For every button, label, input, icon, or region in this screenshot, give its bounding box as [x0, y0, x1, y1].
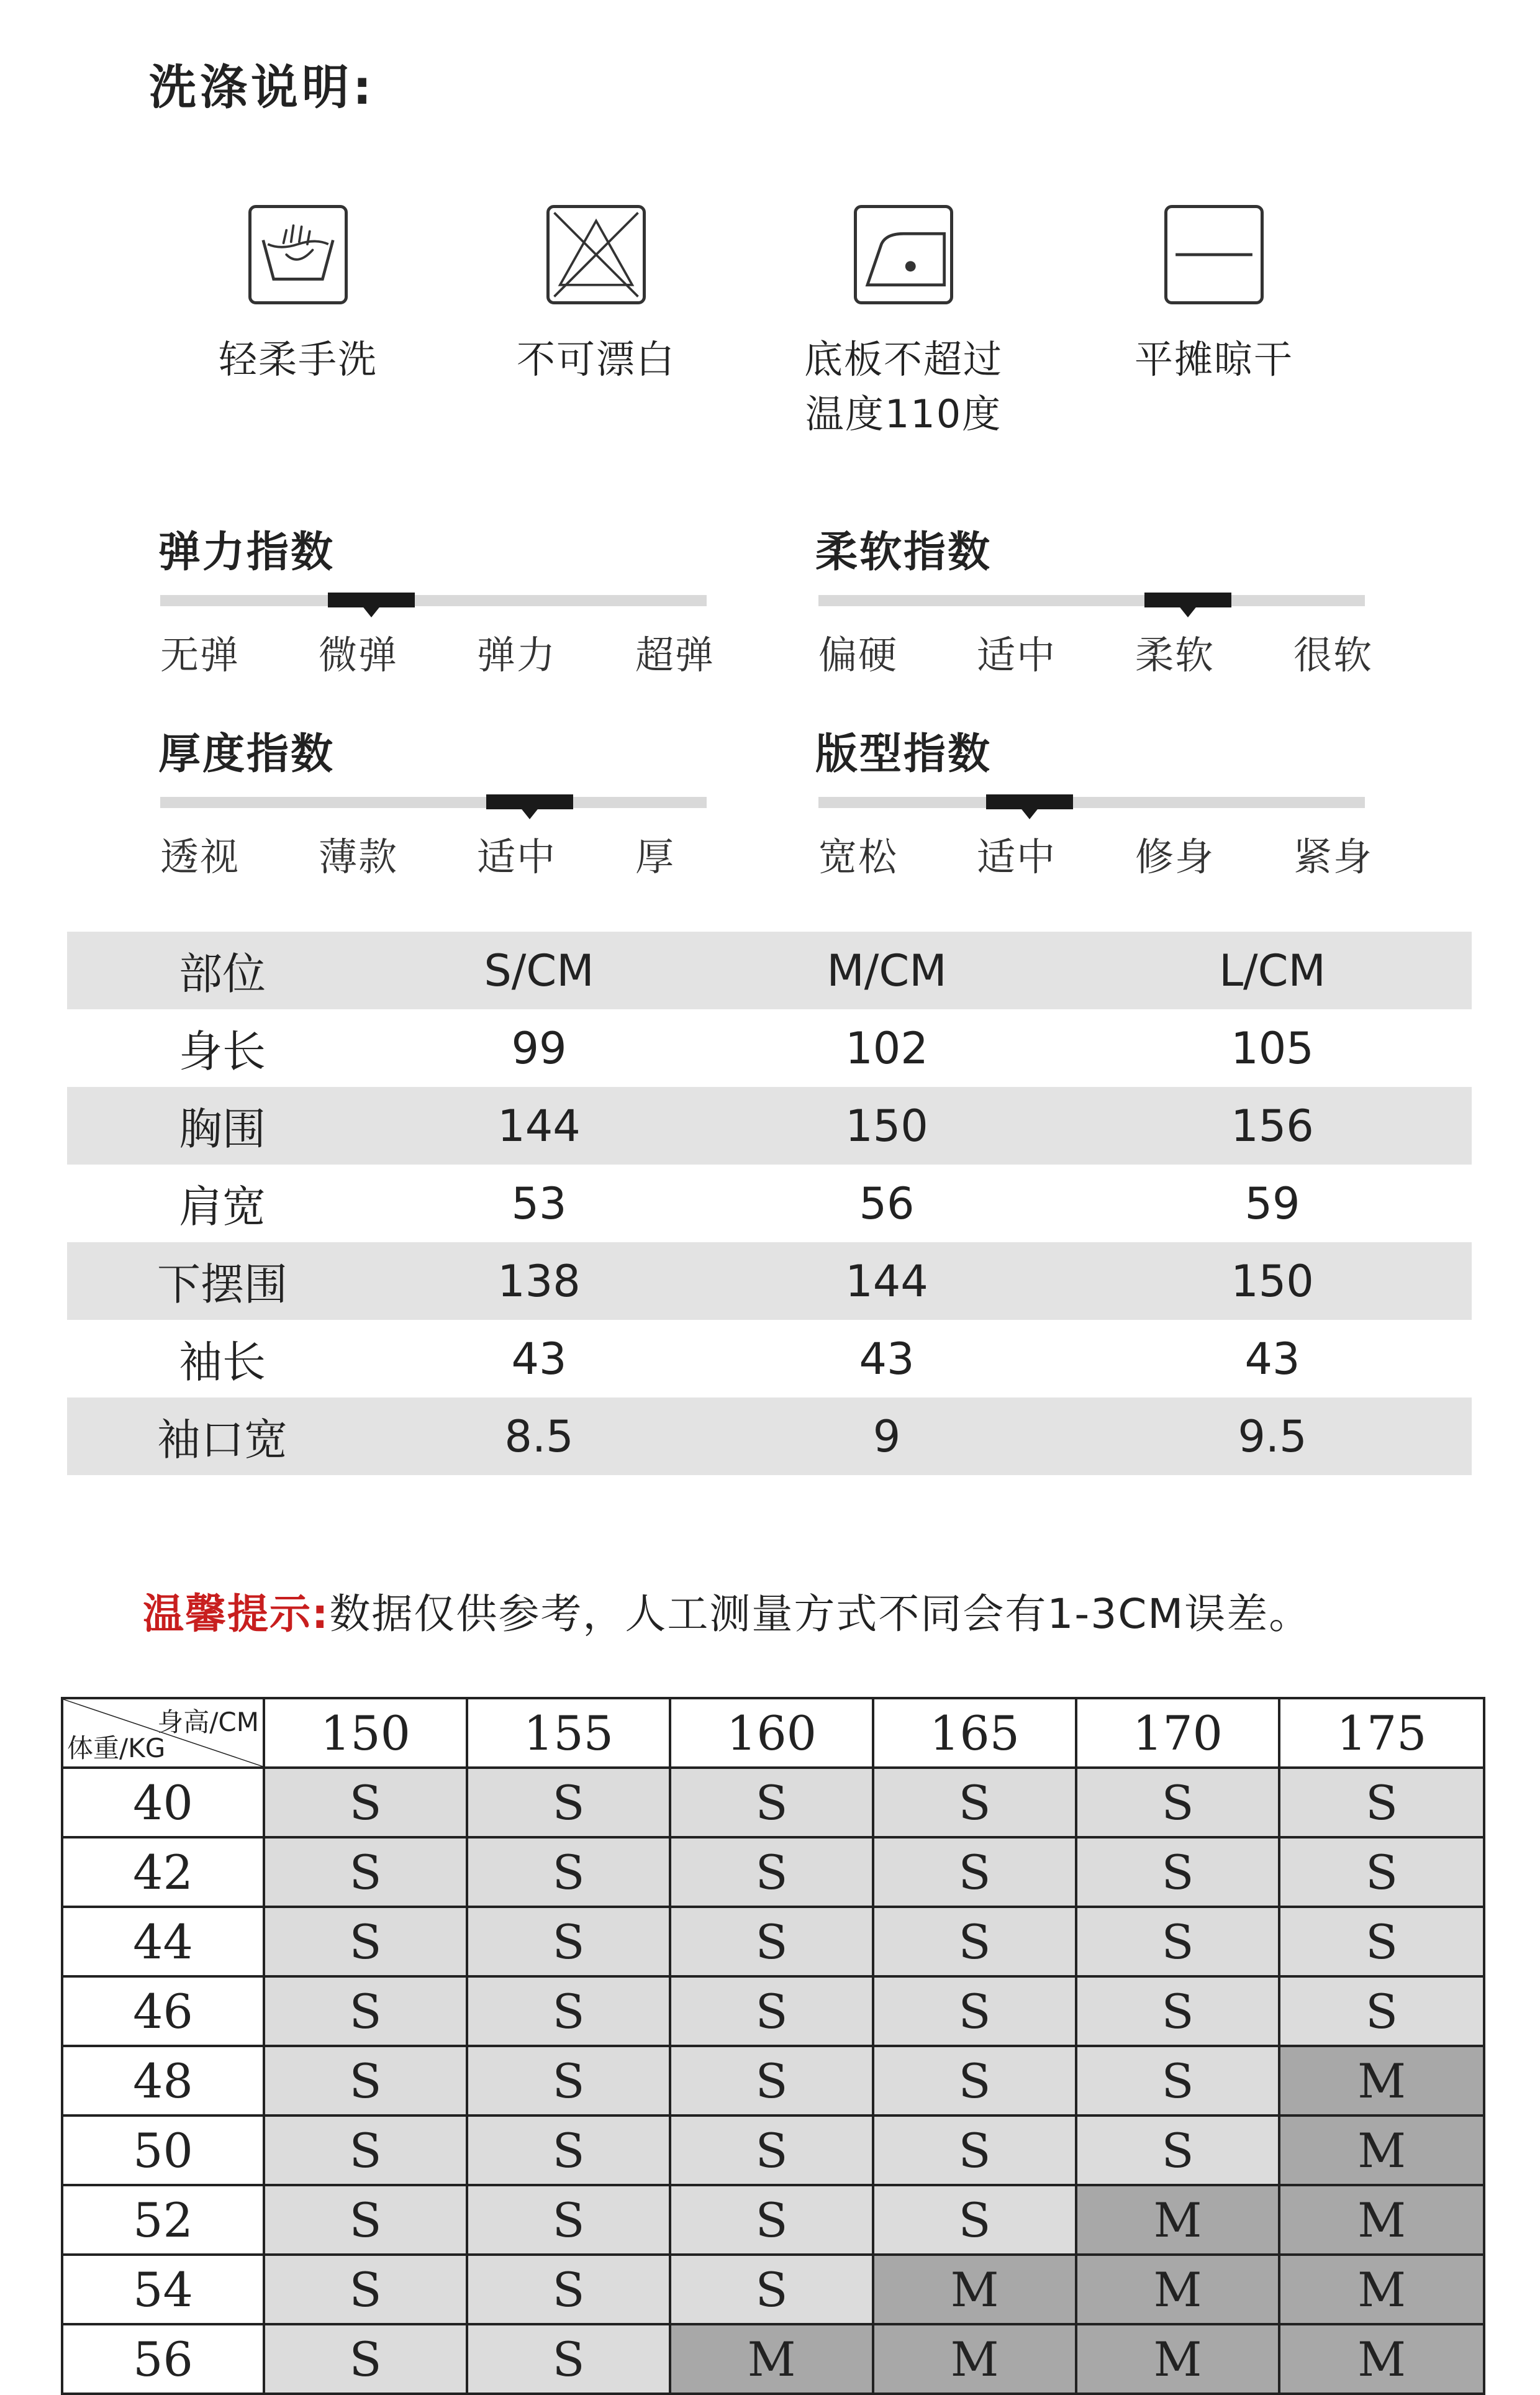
fit-title: 版型指数 — [815, 730, 992, 779]
softness-title: 柔软指数 — [815, 528, 992, 577]
size-cell: S — [873, 2185, 1076, 2255]
size-cell: S — [264, 2324, 467, 2394]
size-table-header — [67, 932, 1472, 1009]
size-cell: S — [264, 1976, 467, 2046]
size-cell: S — [873, 1768, 1076, 1837]
hand-wash-icon — [248, 205, 348, 304]
slider-label: 适中 — [477, 834, 557, 879]
table-row — [62, 2116, 1484, 2185]
slider-label: 超弹 — [635, 632, 715, 678]
height-header: 160 — [670, 1698, 873, 1768]
size-cell: S — [467, 1837, 670, 1907]
slider-marker — [486, 794, 573, 809]
size-cell: S — [670, 2185, 873, 2255]
weight-header: 50 — [62, 2116, 264, 2185]
dry-flat-icon — [1164, 205, 1264, 304]
size-table — [67, 932, 1472, 1475]
table-cell: 150 — [1073, 1242, 1472, 1320]
size-cell: S — [1076, 1976, 1279, 2046]
softness-slider — [818, 595, 1365, 606]
table-cell: 下摆围 — [67, 1242, 378, 1320]
size-cell: S — [670, 1976, 873, 2046]
slider-label: 紧身 — [1293, 834, 1374, 879]
size-cell: M — [1076, 2324, 1279, 2394]
size-cell: S — [1076, 2046, 1279, 2116]
table-row — [62, 1907, 1484, 1976]
size-cell: S — [670, 1768, 873, 1837]
table-row — [67, 1320, 1472, 1397]
table-row — [67, 1087, 1472, 1165]
height-axis-label: 身高/CM — [157, 1707, 259, 1737]
table-cell: 59 — [1073, 1165, 1472, 1242]
table-row — [62, 1768, 1484, 1837]
care-item-iron — [779, 205, 1028, 442]
table-cell: 144 — [378, 1087, 700, 1165]
table-row — [62, 2324, 1484, 2394]
slider-label: 修身 — [1135, 834, 1215, 879]
slider-label: 无弹 — [160, 632, 240, 678]
table-row — [67, 1009, 1472, 1087]
table-cell: 袖长 — [67, 1320, 378, 1397]
weight-header: 48 — [62, 2046, 264, 2116]
slider-label: 很软 — [1293, 632, 1374, 678]
size-cell: S — [873, 2116, 1076, 2185]
size-cell: S — [670, 2116, 873, 2185]
size-cell: M — [873, 2324, 1076, 2394]
table-row — [67, 1397, 1472, 1475]
care-label: 平摊晾干 — [1134, 337, 1293, 382]
height-header: 175 — [1279, 1698, 1484, 1768]
size-recommendation-table — [61, 1697, 1485, 2395]
size-cell: S — [670, 2046, 873, 2116]
care-label: 轻柔手洗 — [218, 337, 378, 382]
iron-110-icon — [854, 205, 953, 304]
tip-text: 数据仅供参考，人工测量方式不同会有1-3CM误差。 — [329, 1590, 1311, 1638]
table-cell: 肩宽 — [67, 1165, 378, 1242]
table-row — [62, 1976, 1484, 2046]
size-cell: M — [1076, 2185, 1279, 2255]
weight-header: 52 — [62, 2185, 264, 2255]
slider-label: 柔软 — [1135, 632, 1215, 678]
size-cell: M — [1279, 2324, 1484, 2394]
table-cell: 138 — [378, 1242, 700, 1320]
slider-marker — [328, 593, 415, 607]
slider-label: 微弹 — [319, 632, 399, 678]
weight-axis-label: 体重/KG — [67, 1733, 166, 1763]
slider-marker — [986, 794, 1073, 809]
fit-slider — [818, 797, 1365, 808]
care-item-hand-wash — [174, 205, 422, 387]
table-cell: 8.5 — [378, 1397, 700, 1475]
size-cell: S — [1076, 2116, 1279, 2185]
slider-label: 薄款 — [319, 834, 399, 879]
measurement-tip — [143, 1581, 1311, 1640]
table-cell: 105 — [1073, 1009, 1472, 1087]
size-cell: S — [467, 1976, 670, 2046]
header-cell: L/CM — [1073, 932, 1472, 1009]
size-cell: S — [264, 2185, 467, 2255]
table-cell: 102 — [700, 1009, 1073, 1087]
size-cell: S — [1279, 1837, 1484, 1907]
thickness-slider — [160, 797, 707, 808]
size-cell: S — [1279, 1768, 1484, 1837]
slider-label: 弹力 — [477, 632, 557, 678]
table-cell: 156 — [1073, 1087, 1472, 1165]
slider-label: 透视 — [160, 834, 240, 879]
size-cell: S — [670, 1907, 873, 1976]
slider-label: 厚 — [635, 834, 676, 879]
table-cell: 9.5 — [1073, 1397, 1472, 1475]
table-cell: 150 — [700, 1087, 1073, 1165]
size-cell: S — [1279, 1976, 1484, 2046]
size-cell: S — [264, 1907, 467, 1976]
softness-labels — [818, 624, 1390, 678]
size-cell: M — [1279, 2185, 1484, 2255]
table-row — [62, 2046, 1484, 2116]
care-item-no-bleach — [472, 205, 720, 387]
table-cell: 袖口宽 — [67, 1397, 378, 1475]
care-item-dry-flat — [1090, 205, 1338, 387]
size-cell: S — [467, 2046, 670, 2116]
thickness-title: 厚度指数 — [158, 730, 335, 779]
table-cell: 43 — [700, 1320, 1073, 1397]
weight-header: 42 — [62, 1837, 264, 1907]
height-header: 165 — [873, 1698, 1076, 1768]
size-cell: S — [467, 2185, 670, 2255]
height-header-row — [62, 1698, 1484, 1768]
size-cell: S — [264, 2046, 467, 2116]
header-cell: S/CM — [378, 932, 700, 1009]
size-cell: S — [1279, 1907, 1484, 1976]
size-cell: M — [1279, 2046, 1484, 2116]
size-cell: M — [1076, 2255, 1279, 2324]
size-cell: S — [1076, 1907, 1279, 1976]
slider-label: 适中 — [977, 632, 1057, 678]
size-cell: S — [264, 2255, 467, 2324]
size-cell: S — [873, 2046, 1076, 2116]
table-cell: 53 — [378, 1165, 700, 1242]
table-cell: 身长 — [67, 1009, 378, 1087]
size-cell: S — [670, 1837, 873, 1907]
weight-header: 44 — [62, 1907, 264, 1976]
size-cell: S — [873, 1976, 1076, 2046]
size-cell: M — [670, 2324, 873, 2394]
height-header: 150 — [264, 1698, 467, 1768]
weight-header: 56 — [62, 2324, 264, 2394]
header-cell: 部位 — [67, 932, 378, 1009]
table-cell: 43 — [378, 1320, 700, 1397]
fit-labels — [818, 826, 1390, 879]
care-label: 底板不超过 温度110度 — [804, 337, 1003, 437]
size-cell: M — [1279, 2255, 1484, 2324]
table-row — [67, 1165, 1472, 1242]
washing-title: 洗涤说明: — [149, 60, 376, 115]
size-cell: S — [264, 1768, 467, 1837]
table-cell: 9 — [700, 1397, 1073, 1475]
size-cell: M — [1279, 2116, 1484, 2185]
weight-header: 54 — [62, 2255, 264, 2324]
size-cell: S — [467, 2255, 670, 2324]
elasticity-labels — [160, 624, 732, 678]
elasticity-title: 弹力指数 — [158, 528, 335, 577]
size-cell: S — [467, 2116, 670, 2185]
no-bleach-icon — [546, 205, 646, 304]
tip-label: 温馨提示: — [143, 1590, 330, 1638]
size-cell: M — [873, 2255, 1076, 2324]
size-cell: S — [1076, 1768, 1279, 1837]
size-cell: S — [873, 1837, 1076, 1907]
size-cell: S — [264, 1837, 467, 1907]
table-row — [62, 1837, 1484, 1907]
table-cell: 144 — [700, 1242, 1073, 1320]
slider-label: 适中 — [977, 834, 1057, 879]
size-cell: S — [670, 2255, 873, 2324]
thickness-labels — [160, 826, 732, 879]
height-header: 170 — [1076, 1698, 1279, 1768]
slider-marker — [1144, 593, 1231, 607]
table-cell: 56 — [700, 1165, 1073, 1242]
elasticity-slider — [160, 595, 707, 606]
size-cell: S — [467, 1768, 670, 1837]
height-header: 155 — [467, 1698, 670, 1768]
weight-header: 40 — [62, 1768, 264, 1837]
size-cell: S — [264, 2116, 467, 2185]
header-cell: M/CM — [700, 932, 1073, 1009]
size-cell: S — [873, 1907, 1076, 1976]
corner-cell — [62, 1698, 264, 1768]
table-cell: 99 — [378, 1009, 700, 1087]
table-row — [62, 2255, 1484, 2324]
size-cell: S — [467, 2324, 670, 2394]
slider-label: 偏硬 — [818, 632, 899, 678]
table-cell: 43 — [1073, 1320, 1472, 1397]
table-row — [62, 2185, 1484, 2255]
size-cell: S — [1076, 1837, 1279, 1907]
table-cell: 胸围 — [67, 1087, 378, 1165]
slider-label: 宽松 — [818, 834, 899, 879]
weight-header: 46 — [62, 1976, 264, 2046]
table-row — [67, 1242, 1472, 1320]
size-cell: S — [467, 1907, 670, 1976]
care-label: 不可漂白 — [516, 337, 676, 382]
